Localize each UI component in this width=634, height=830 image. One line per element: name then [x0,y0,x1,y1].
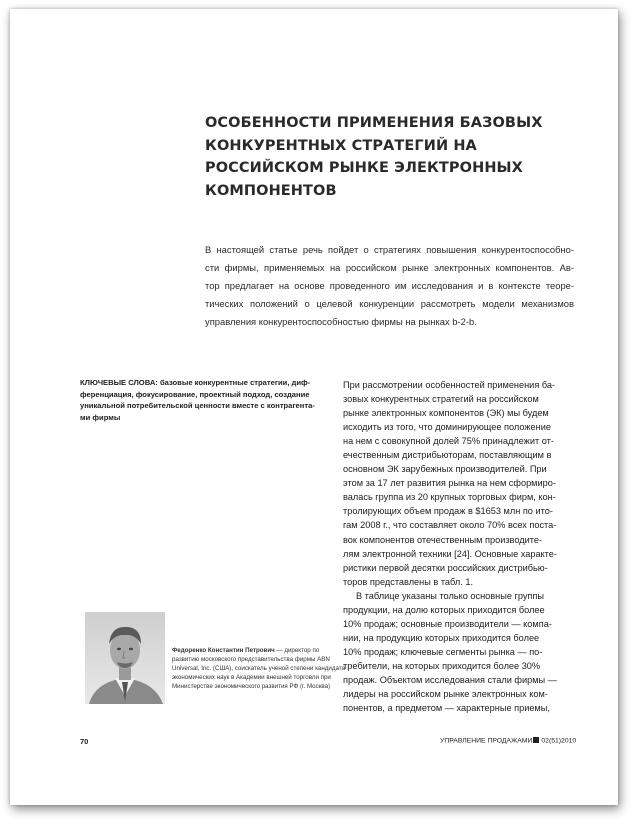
article-title: ОСОБЕННОСТИ ПРИМЕНЕНИЯ БАЗОВЫХ КОНКУРЕНТНЫХ СТРАТЕГИЙ НА РОССИЙСКОМ РЫНКЕ ЭЛЕКТРОННЫХ КОМПОНЕНТОВ [205,115,543,199]
body-line: При рассмотрении особенностей применения ба- [343,380,556,390]
keywords-line: ми фирмы [80,412,121,422]
body-line: основном ЭК зарубежных производителей. При [343,464,547,475]
body-line: лидеры на российском рынке электронных ком- [343,689,548,700]
body-line: 10% продаж; основные производители — компа- [343,618,552,629]
article-abstract [205,241,574,331]
bio-line: Министерстве экономического развития РФ (г. Москва) [172,682,331,690]
journal-issue: 02(51)2010 [541,737,577,745]
keywords-line: уникальной потребительской ценности вместе с контрагента- [80,401,315,411]
body-line: ечественным дистрибьюторам, поставляющим в [343,450,552,461]
body-line: тролирующих объем продаж в $1653 млн по ито- [343,506,553,517]
abstract-line: сти фирмы, применяемых на российском рынке электронных компонентов. Ав- [205,262,574,274]
body-line: нии, на продукцию которых приходится более [343,632,540,643]
keywords-line: КЛЮЧЕВЫЕ СЛОВА: базовые конкурентные стратегии, диф- [80,378,311,387]
body-line: понентов, а предметом — характерные приемы, [343,703,550,714]
bio-line: развитию московского представительства фирмы ABN [172,655,330,663]
body-line: требители, на которых приходится более 30% [343,660,541,671]
body-line: В таблице указаны только основные группы [356,590,544,601]
body-line: лям электронной техники [24]. Основные характе- [343,548,557,559]
body-line: валась группа из 20 крупных торговых фирм, кон- [343,492,556,503]
body-line: продукции, на долю которых приходится более [343,604,545,615]
body-line: исходить из того, что доминирующее положение [343,422,551,433]
abstract-line: управления конкурентоспособностью фирмы на рынках b-2-b. [205,316,477,328]
journal-footer [440,737,576,745]
square-separator-icon [533,737,539,743]
body-line: рынке электронных компонентов (ЭК) мы будем [343,408,549,419]
bio-text: — директор по [274,647,320,654]
page-number: 70 [80,737,89,746]
body-line: продаж. Объектом исследования стали фирмы — [343,674,557,685]
author-photo [85,612,165,704]
body-line: гам 2008 г., что составляет около 70% всех поста- [343,520,557,531]
author-name: Федоренко Константин Петрович [172,647,275,654]
keywords-block [80,377,325,423]
abstract-line: тических положений о целевой конкуренции рассмотреть модели механизмов [205,298,574,310]
body-line: зовых конкурентных стратегий на российском [343,394,539,405]
body-line: на нем с совокупной долей 75% принадлежит от- [343,436,554,447]
article-body [343,378,579,715]
bio-line: экономических наук в Академии внешней торговли при [172,673,331,681]
body-line: ристики первой десятки российских дистрибью- [343,562,548,573]
author-bio [172,647,345,692]
body-line: торов представлены в табл. 1. [343,576,474,587]
body-line: 10% продаж; ключевые сегменты рынка — по- [343,646,543,657]
bio-line [172,647,327,656]
keywords-line: ференциация, фокусирование, проектный подход, создание [80,389,310,399]
abstract-line: В настоящей статье речь пойдет о стратегиях повышения конкурентоспособно- [205,244,574,255]
body-line: вок компонентов отечественным производите- [343,534,543,545]
bio-line: Universal, Inc. (США), соискатель ученой степени кандидата [172,664,345,672]
abstract-line: тор предлагает на основе проведенного им исследования и в контексте теоре- [205,280,574,292]
journal-name: УПРАВЛЕНИЕ ПРОДАЖАМИ [440,737,533,745]
body-line: этом за 17 лет развития рынка на нем сформиро- [343,478,556,489]
